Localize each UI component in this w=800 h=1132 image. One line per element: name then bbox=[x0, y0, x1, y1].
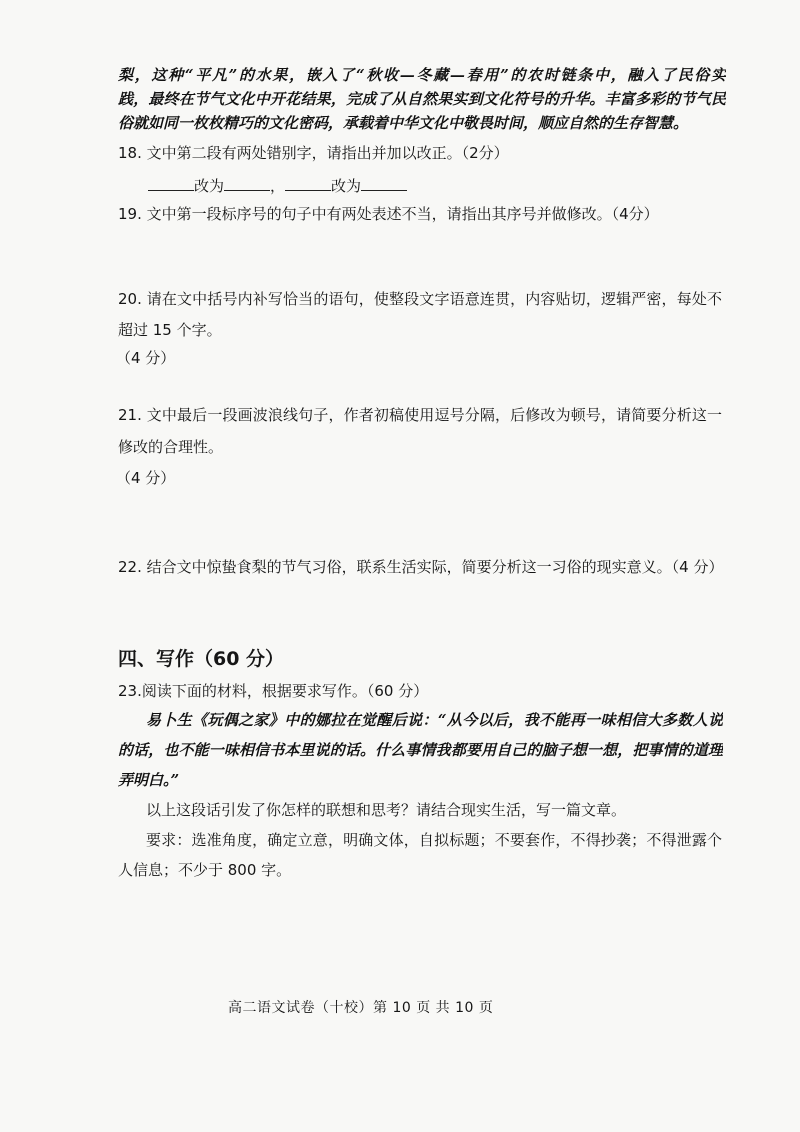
writing-task: 以上这段话引发了你怎样的联想和思考？请结合现实生活，写一篇文章。 bbox=[146, 801, 627, 819]
requirements-line-1: 要求：选准角度，确定立意，明确文体，自拟标题；不要套作，不得抄袭；不得泄露个 bbox=[146, 831, 722, 849]
question-20-score: （4 分） bbox=[116, 349, 176, 367]
blank-label-2: 改为 bbox=[331, 177, 362, 195]
requirements-line-2: 人信息；不少于 800 字。 bbox=[118, 861, 292, 879]
section-heading-writing: 四、写作（60 分） bbox=[118, 648, 285, 670]
answer-blank-4 bbox=[361, 176, 407, 191]
passage-line-1: 梨，这种“平凡”的水果，嵌入了“秋收—冬藏—春用”的农时链条中，融入了民俗实 bbox=[118, 66, 726, 84]
question-21-score: （4 分） bbox=[116, 469, 176, 487]
question-19: 19. 文中第一段标序号的句子中有两处表述不当，请指出其序号并做修改。（4分） bbox=[118, 205, 659, 223]
material-line-1: 易卜生《玩偶之家》中的娜拉在觉醒后说：“从今以后，我不能再一味相信大多数人说 bbox=[146, 711, 723, 729]
question-21-line-2: 修改的合理性。 bbox=[118, 438, 224, 456]
question-20-line-2: 超过 15 个字。 bbox=[118, 321, 222, 339]
material-line-2: 的话，也不能一味相信书本里说的话。什么事情我都要用自己的脑子想一想，把事情的道理 bbox=[118, 741, 723, 759]
answer-blank-1 bbox=[148, 176, 194, 191]
question-18-answer-blanks bbox=[148, 176, 407, 196]
passage-line-2: 践，最终在节气文化中开花结果，完成了从自然果实到文化符号的升华。丰富多彩的节气民 bbox=[118, 90, 726, 108]
page-footer: 高二语文试卷（十校）第 10 页 共 10 页 bbox=[228, 1000, 494, 1016]
blank-separator: ， bbox=[270, 177, 286, 195]
passage-line-3: 俗就如同一枚枚精巧的文化密码，承载着中华文化中敬畏时间，顺应自然的生存智慧。 bbox=[118, 114, 689, 132]
question-22: 22. 结合文中惊蛰食梨的节气习俗，联系生活实际，简要分析这一习俗的现实意义。（4 分） bbox=[118, 558, 724, 576]
question-20-line-1: 20. 请在文中括号内补写恰当的语句，使整段文字语意连贯，内容贴切，逻辑严密，每处不 bbox=[118, 290, 722, 308]
question-18: 18. 文中第二段有两处错别字，请指出并加以改正。（2分） bbox=[118, 144, 509, 162]
answer-blank-2 bbox=[224, 176, 270, 191]
question-23-prompt: 23.阅读下面的材料，根据要求写作。（60 分） bbox=[118, 682, 429, 700]
answer-blank-3 bbox=[285, 176, 331, 191]
question-21-line-1: 21. 文中最后一段画波浪线句子，作者初稿使用逗号分隔，后修改为顿号，请简要分析这一 bbox=[118, 406, 722, 424]
blank-label-1: 改为 bbox=[194, 177, 225, 195]
material-line-3: 弄明白。” bbox=[118, 771, 180, 789]
